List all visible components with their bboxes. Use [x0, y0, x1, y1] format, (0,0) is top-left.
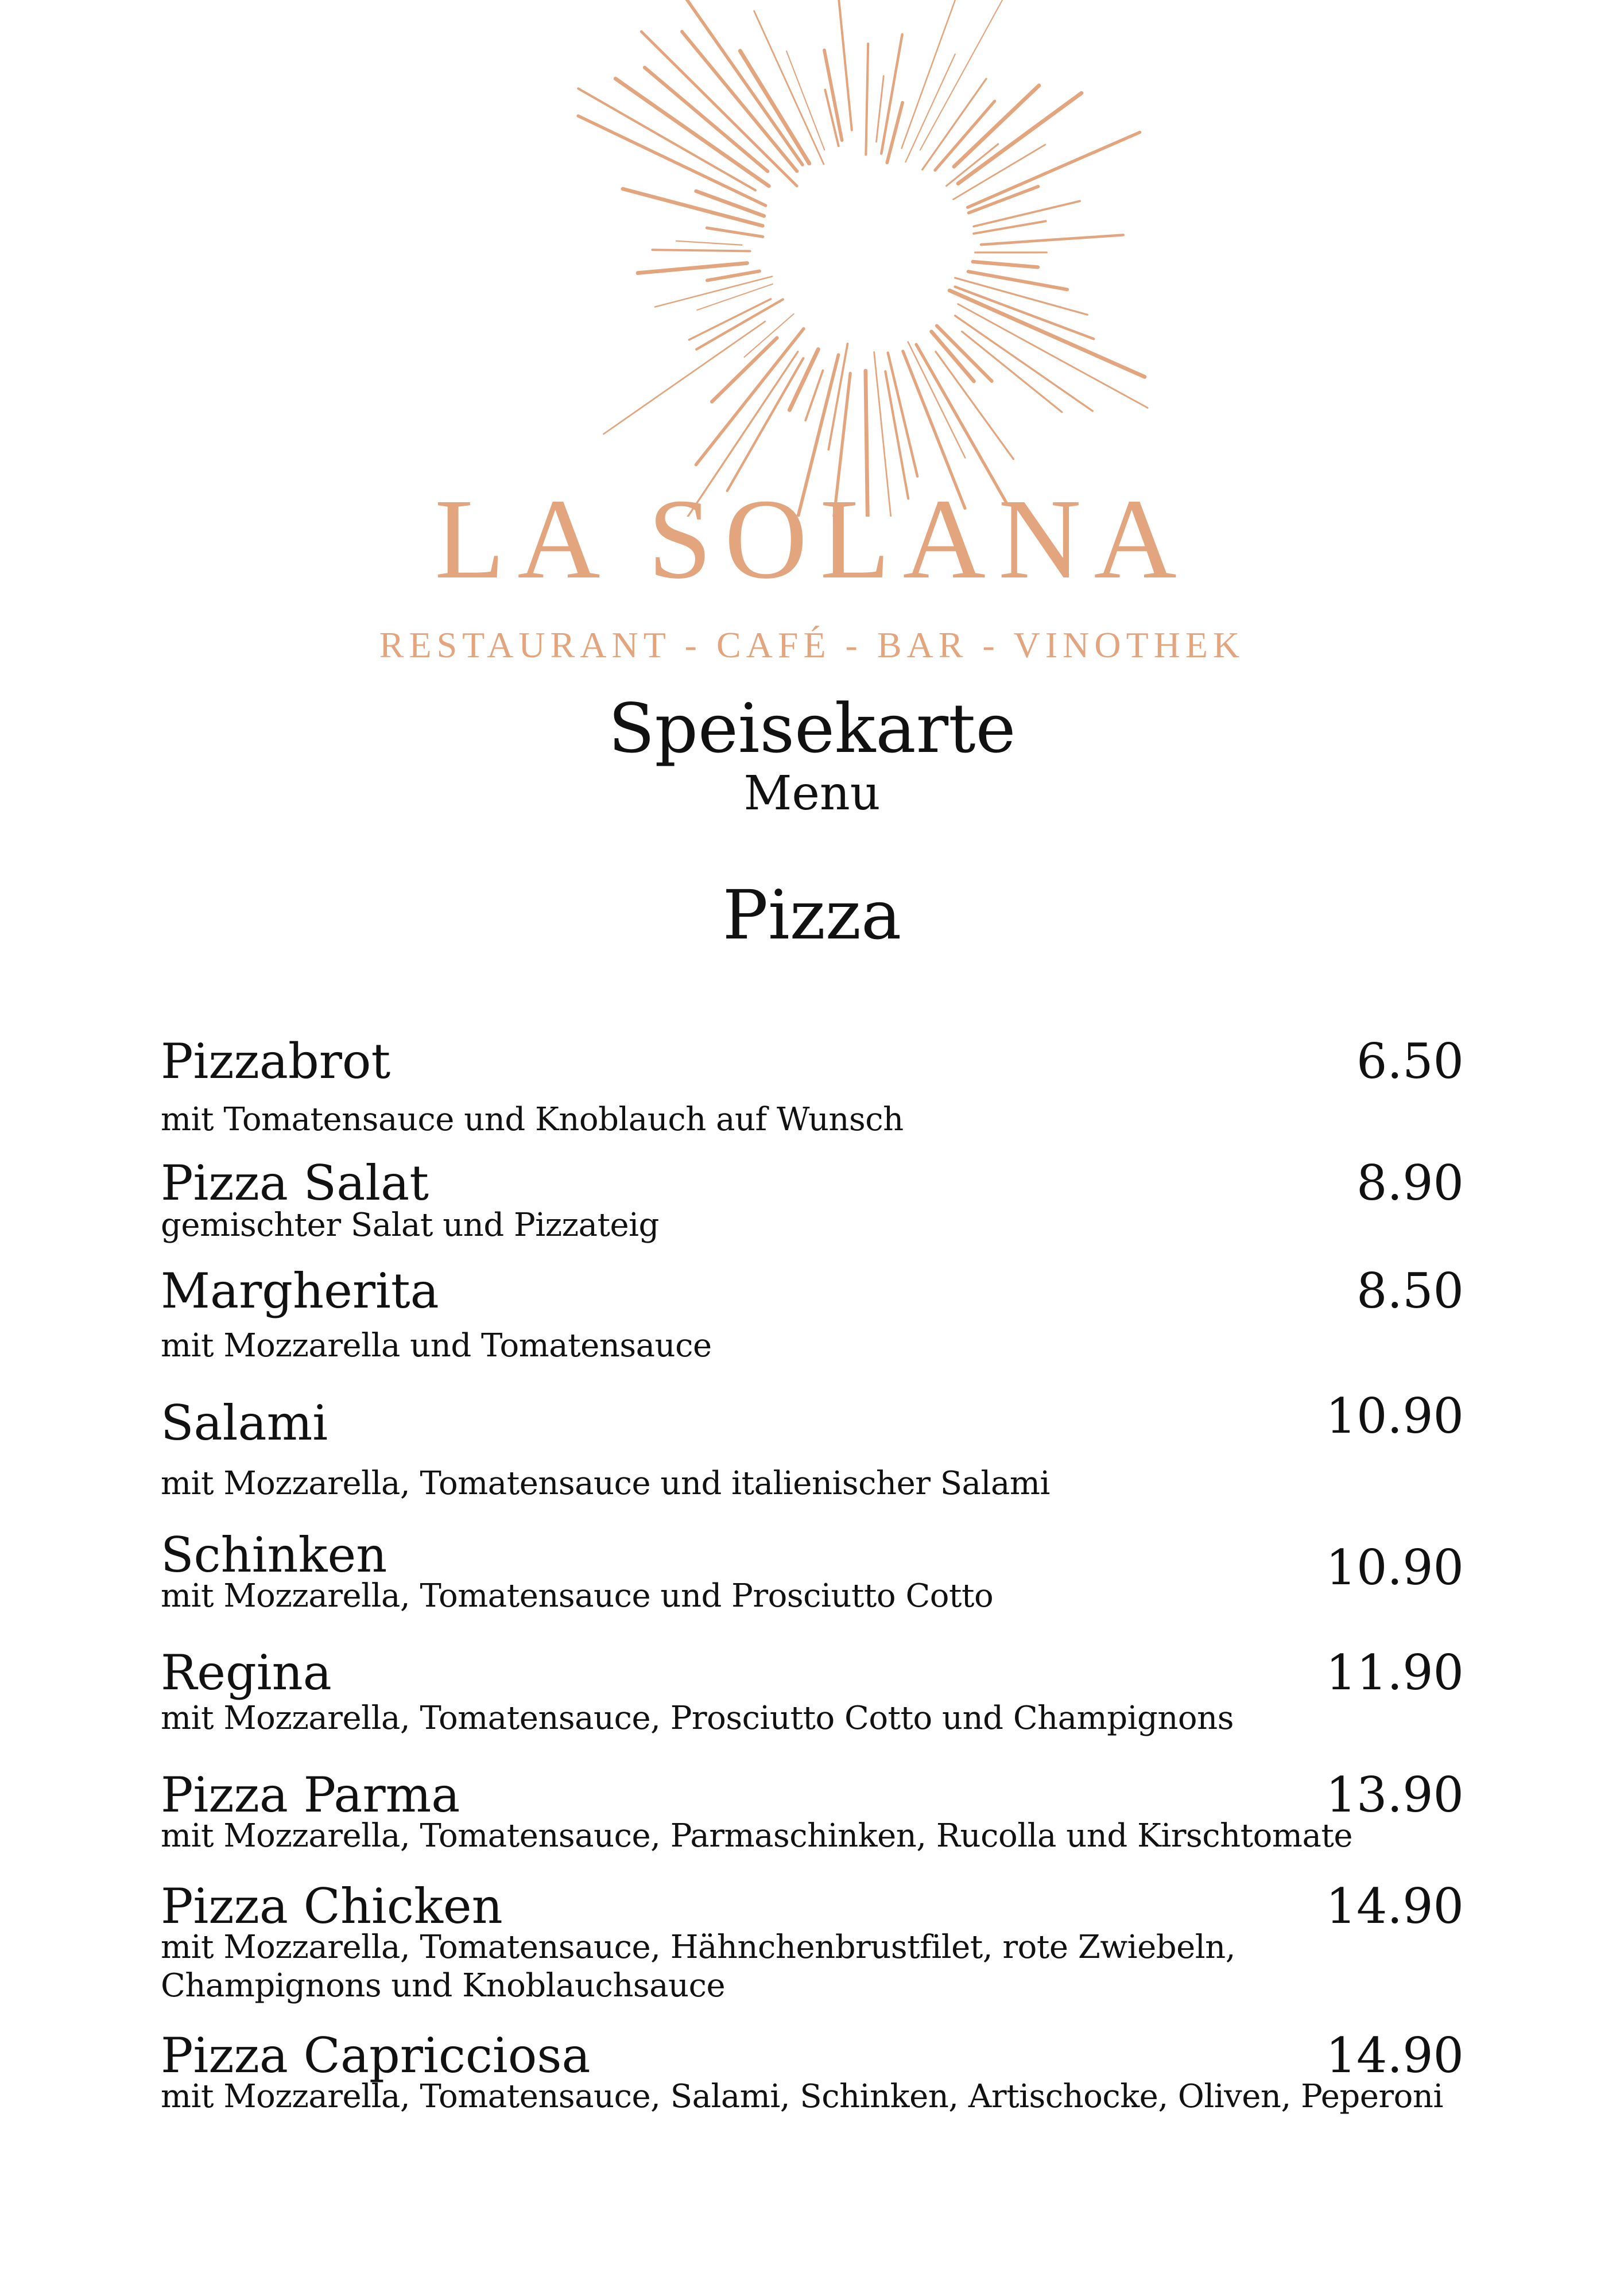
- item-name: Regina: [161, 1645, 332, 1701]
- item-price: 6.50: [1356, 1033, 1464, 1089]
- menu-item: [161, 1527, 1464, 1615]
- sun-ray: [652, 250, 750, 251]
- section-title: Pizza: [722, 875, 902, 955]
- item-description: gemischter Salat und Pizzateig: [161, 1207, 659, 1244]
- item-description: mit Mozzarella, Tomatensauce und Prosciutto Cotto: [161, 1577, 994, 1615]
- item-description: mit Mozzarella, Tomatensauce und italienischer Salami: [161, 1465, 1050, 1503]
- menu-item: [161, 2027, 1464, 2116]
- menu-item: [161, 1155, 1464, 1244]
- sun-ray: [707, 271, 759, 280]
- item-description: mit Tomatensauce und Knoblauch auf Wunsch: [161, 1101, 904, 1139]
- sun-ray: [697, 284, 773, 310]
- sun-ray: [981, 235, 1123, 245]
- sun-ray: [920, 0, 1016, 150]
- sun-ray: [696, 300, 783, 350]
- brand-name: LA SOLANA: [435, 476, 1189, 603]
- item-name: Pizza Parma: [161, 1767, 460, 1823]
- sun-ray: [805, 370, 823, 420]
- item-description: mit Mozzarella, Tomatensauce, Prosciutto Cotto und Champignons: [161, 1700, 1234, 1737]
- sun-ray: [655, 277, 772, 307]
- menu-item: [161, 1388, 1464, 1503]
- sun-ray: [712, 338, 777, 402]
- item-price: 11.90: [1325, 1645, 1464, 1701]
- sun-ray: [973, 262, 1038, 267]
- sun-ray: [603, 321, 765, 434]
- menu-item: [161, 1767, 1464, 1855]
- sun-ray: [955, 278, 1088, 315]
- sun-ray: [958, 304, 1148, 408]
- page-subtitle: Menu: [743, 766, 881, 821]
- sun-ray: [578, 116, 766, 205]
- item-description: mit Mozzarella, Tomatensauce, Salami, Schinken, Artischocke, Oliven, Peperoni: [161, 2078, 1443, 2116]
- sun-ray: [936, 352, 1014, 459]
- menu-item: [161, 1878, 1464, 2006]
- sun-ray: [707, 228, 763, 236]
- item-price: 14.90: [1325, 1878, 1464, 1934]
- item-name: Pizza Salat: [161, 1155, 429, 1211]
- item-name: Pizza Chicken: [161, 1878, 503, 1934]
- sun-ray: [962, 332, 1062, 412]
- sun-ray: [836, 0, 852, 130]
- item-description: Champignons und Knoblauchsauce: [161, 1967, 726, 2005]
- sun-icon: [0, 0, 1624, 517]
- item-price: 14.90: [1325, 2027, 1464, 2084]
- item-description: mit Mozzarella, Tomatensauce, Parmaschinken, Rucolla und Kirschtomate: [161, 1817, 1353, 1855]
- item-name: Pizza Capricciosa: [161, 2027, 591, 2084]
- page-title: Speisekarte: [608, 689, 1016, 768]
- item-price: 8.50: [1356, 1263, 1464, 1319]
- item-name: Margherita: [161, 1263, 439, 1319]
- menu-item: [161, 1263, 1464, 1365]
- sun-ray: [881, 34, 902, 153]
- item-price: 10.90: [1325, 1539, 1464, 1596]
- item-description: mit Mozzarella, Tomatensauce, Hähnchenbrustfilet, rote Zwiebeln,: [161, 1929, 1235, 1967]
- menu-item: [161, 1033, 1464, 1139]
- item-description: mit Mozzarella und Tomatensauce: [161, 1327, 712, 1365]
- item-price: 8.90: [1356, 1155, 1464, 1211]
- sun-ray: [866, 44, 868, 154]
- item-name: Salami: [161, 1395, 328, 1451]
- item-name: Pizzabrot: [161, 1033, 391, 1089]
- sun-ray: [689, 299, 770, 340]
- item-price: 13.90: [1325, 1767, 1464, 1823]
- item-name: Schinken: [161, 1527, 387, 1583]
- item-price: 10.90: [1325, 1388, 1464, 1444]
- brand-tagline: RESTAURANT - CAFÉ - BAR - VINOTHEK: [379, 625, 1245, 665]
- sun-ray: [876, 76, 883, 142]
- sun-ray: [958, 93, 1082, 184]
- sun-ray: [968, 133, 1140, 208]
- menu-item: [161, 1647, 1464, 1737]
- sun-ray: [696, 329, 804, 465]
- sun-ray: [638, 263, 747, 273]
- sun-ray: [676, 241, 742, 245]
- sun-ray: [968, 272, 1068, 289]
